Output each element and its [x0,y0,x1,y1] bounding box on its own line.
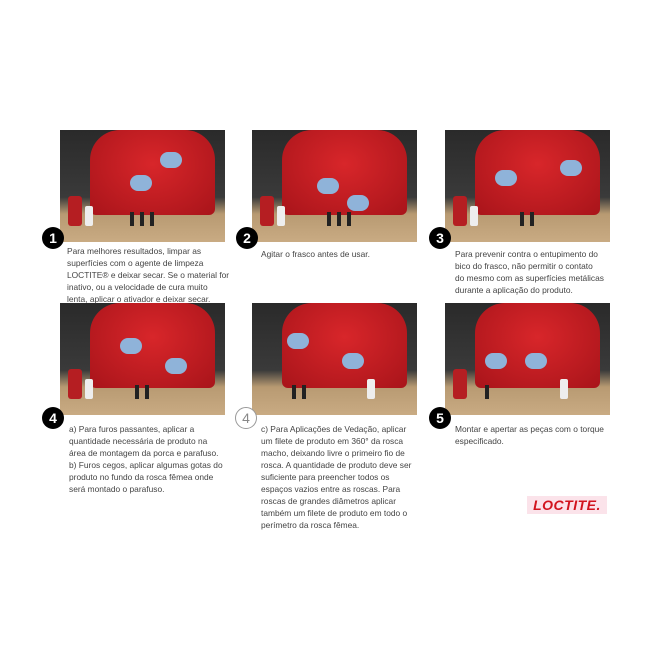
step-5-photo [445,303,610,415]
step-2-photo [252,130,417,242]
step-4a-photo [60,303,225,415]
step-4a-text: a) Para furos passantes, aplicar a quantidade necessária de produto na área de montagem da porca e parafuso. b) Furos cegos, aplicar algumas gotas do produto no fundo da rosca fêmea onde será montado o parafuso. [69,424,223,494]
step-3-text: Para prevenir contra o entupimento do bico do frasco, não permitir o contato do mesmo com as superfícies metálicas durante a aplicação do produto. [455,249,604,295]
step-number-2: 2 [236,227,258,249]
step-2-text: Agitar o frasco antes de usar. [261,249,370,259]
step-1-text: Para melhores resultados, limpar as superfícies com o agente de limpeza LOCTITE® e deixar secar. Se o material for inativo, ou a velocidade de cura muito lenta, aplicar o ativador e deixar secar. [67,246,230,304]
step-4c-text: c) Para Aplicações de Vedação, aplicar um filete de produto em 360° da rosca macho, deixando livre o primeiro fio de rosca. A quantidade de produto deve ser suficiente para preencher todos os espaços vazios entre as roscas. Para roscas de grandes diâmetros aplicar também um filete de produto em todo o perímetro da rosca fêmea. [261,424,412,530]
step-5-text: Montar e apertar as peças com o torque especificado. [455,424,604,446]
step-number-1: 1 [42,227,64,249]
step-number-5: 5 [429,407,451,429]
step-number-4-outline: 4 [235,407,257,429]
step-number-3: 3 [429,227,451,249]
step-4c-photo [252,303,417,415]
step-number-4: 4 [42,407,64,429]
step-3-photo [445,130,610,242]
loctite-logo: LOCTITE. [527,496,607,514]
step-1-photo [60,130,225,242]
